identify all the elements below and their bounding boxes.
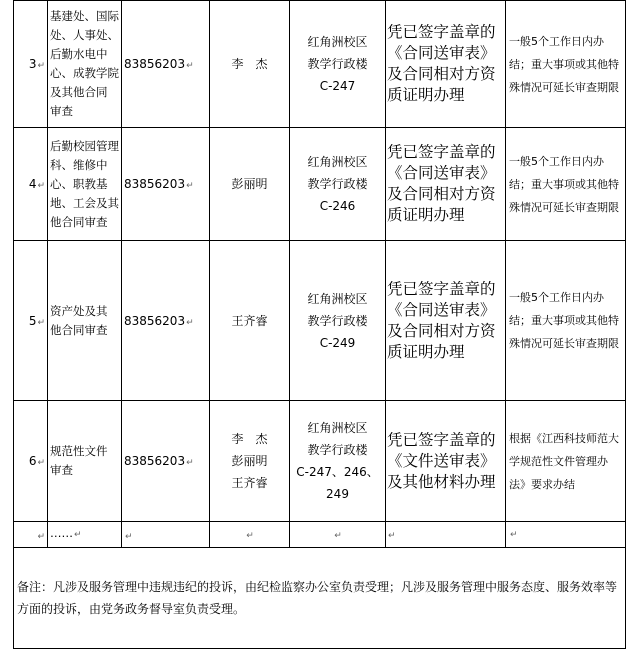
contact-name-cell: 彭丽明 [210,128,290,241]
row-index: ↵ [14,522,48,548]
time-limit-cell: 一般5个工作日内办结；重大事项或其他特殊情况可延长审查期限 [506,128,626,241]
location-cell: 红角洲校区 教学行政楼 C-247、246、249 [290,401,386,522]
contact-name-cell: ↵ [210,522,290,548]
phone-cell: 83856203↵ [122,128,210,241]
table-row [14,401,626,522]
time-limit-cell: 根据《江西科技师范大学规范性文件管理办法》要求办结 [506,401,626,522]
phone-cell: ↵ [122,522,210,548]
note-row [14,548,626,649]
time-limit-cell: ↵ [506,522,626,548]
note-text: 备注：凡涉及服务管理中违规违纪的投诉，由纪检监察办公室负责受理；凡涉及服务管理中服务态度、服务效率等方面的投诉，由党务政务督导室负责受理。 [14,548,626,649]
department-cell: 资产处及其 他合同审查 [48,241,122,401]
department-cell: 后勤校园管理 科、维修中 心、职教基 地、工会及其 他合同审查 [48,128,122,241]
time-limit-cell: 一般5个工作日内办结；重大事项或其他特殊情况可延长审查期限 [506,241,626,401]
location-cell: 红角洲校区 教学行政楼 C-249 [290,241,386,401]
table-row [14,241,626,401]
contact-name-cell: 李 杰 [210,1,290,128]
department-cell: 规范性文件 审查 [48,401,122,522]
table-row [14,128,626,241]
contact-name-cell: 王齐睿 [210,241,290,401]
service-table [13,0,626,649]
requirement-cell: 凭已签字盖章的《合同送审表》及合同相对方资质证明办理 [386,128,506,241]
phone-cell: 83856203↵ [122,241,210,401]
location-cell: 红角洲校区 教学行政楼 C-247 [290,1,386,128]
table-row [14,1,626,128]
phone-cell: 83856203↵ [122,1,210,128]
row-index: 5↵ [14,241,48,401]
phone-cell: 83856203↵ [122,401,210,522]
time-limit-cell: 一般5个工作日内办结；重大事项或其他特殊情况可延长审查期限 [506,1,626,128]
contact-name-cell: 李 杰 彭丽明 王齐睿 [210,401,290,522]
requirement-cell: 凭已签字盖章的《合同送审表》及合同相对方资质证明办理 [386,1,506,128]
row-index: 4↵ [14,128,48,241]
requirement-cell: ↵ [386,522,506,548]
row-index: 3↵ [14,1,48,128]
location-cell: 红角洲校区 教学行政楼 C-246 [290,128,386,241]
department-cell: ……↵ [48,522,122,548]
requirement-cell: 凭已签字盖章的《合同送审表》及合同相对方资质证明办理 [386,241,506,401]
department-cell: 基建处、国际 处、人事处、 后勤水电中 心、成教学院 及其他合同 审查 [48,1,122,128]
row-index: 6↵ [14,401,48,522]
table-row-ellipsis [14,522,626,548]
location-cell: ↵ [290,522,386,548]
requirement-cell: 凭已签字盖章的《文件送审表》及其他材料办理 [386,401,506,522]
